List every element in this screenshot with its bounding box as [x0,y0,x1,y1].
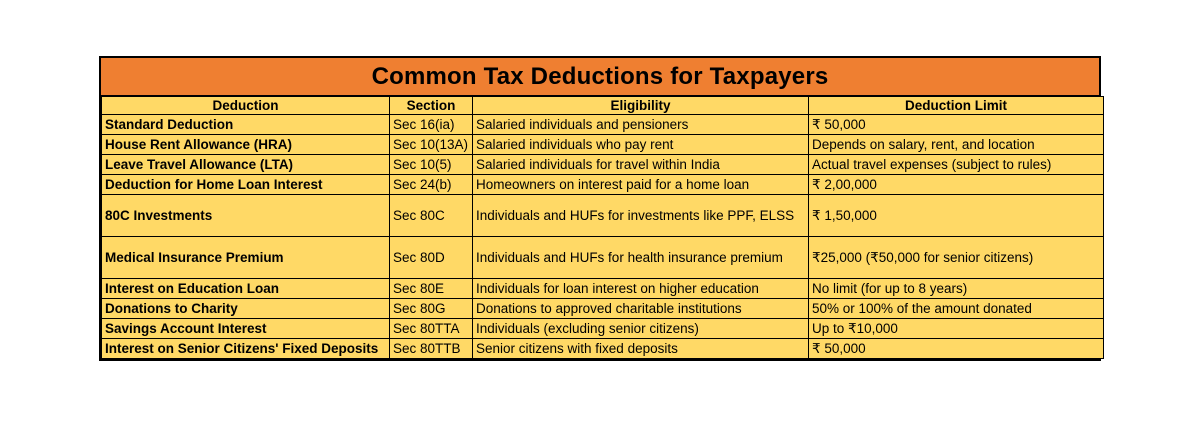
deduction-cell: Savings Account Interest [102,319,390,339]
section-cell: Sec 10(5) [390,155,473,175]
eligibility-cell: Individuals and HUFs for investments like PPF, ELSS [473,195,809,237]
deduction-limit-cell: ₹25,000 (₹50,000 for senior citizens) [809,237,1104,279]
deduction-cell: Medical Insurance Premium [102,237,390,279]
column-header-section: Section [390,97,473,115]
eligibility-cell: Salaried individuals and pensioners [473,115,809,135]
deduction-limit-cell: ₹ 1,50,000 [809,195,1104,237]
eligibility-cell: Salaried individuals for travel within India [473,155,809,175]
table-row [102,155,1104,175]
section-cell: Sec 80E [390,279,473,299]
eligibility-cell: Donations to approved charitable institutions [473,299,809,319]
column-header-deduction: Deduction [102,97,390,115]
deduction-limit-cell: Actual travel expenses (subject to rules) [809,155,1104,175]
deduction-cell: Deduction for Home Loan Interest [102,175,390,195]
column-header-eligibility: Eligibility [473,97,809,115]
section-cell: Sec 80TTA [390,319,473,339]
table-body [102,115,1104,359]
deduction-limit-cell: Up to ₹10,000 [809,319,1104,339]
deduction-limit-cell: ₹ 50,000 [809,339,1104,359]
deduction-cell: 80C Investments [102,195,390,237]
deduction-limit-cell: ₹ 50,000 [809,115,1104,135]
deduction-limit-cell: 50% or 100% of the amount donated [809,299,1104,319]
deduction-cell: Standard Deduction [102,115,390,135]
table-title: Common Tax Deductions for Taxpayers [99,56,1101,96]
section-cell: Sec 80C [390,195,473,237]
table-row [102,319,1104,339]
table-row [102,237,1104,279]
table-row [102,339,1104,359]
column-header-deduction-limit: Deduction Limit [809,97,1104,115]
tax-deductions-sheet [99,56,1101,361]
table-frame [99,96,1101,361]
table-row [102,195,1104,237]
table-row [102,279,1104,299]
eligibility-cell: Homeowners on interest paid for a home loan [473,175,809,195]
section-cell: Sec 24(b) [390,175,473,195]
deductions-table [101,96,1104,359]
deduction-cell: Interest on Senior Citizens' Fixed Deposits [102,339,390,359]
eligibility-cell: Individuals (excluding senior citizens) [473,319,809,339]
deduction-cell: House Rent Allowance (HRA) [102,135,390,155]
deduction-limit-cell: No limit (for up to 8 years) [809,279,1104,299]
header-row [102,97,1104,115]
section-cell: Sec 16(ia) [390,115,473,135]
section-cell: Sec 80G [390,299,473,319]
section-cell: Sec 80TTB [390,339,473,359]
table-row [102,299,1104,319]
deduction-cell: Donations to Charity [102,299,390,319]
eligibility-cell: Individuals and HUFs for health insurance premium [473,237,809,279]
section-cell: Sec 80D [390,237,473,279]
deduction-limit-cell: ₹ 2,00,000 [809,175,1104,195]
table-row [102,115,1104,135]
table-row [102,175,1104,195]
table-row [102,135,1104,155]
deduction-cell: Leave Travel Allowance (LTA) [102,155,390,175]
section-cell: Sec 10(13A) [390,135,473,155]
eligibility-cell: Senior citizens with fixed deposits [473,339,809,359]
eligibility-cell: Salaried individuals who pay rent [473,135,809,155]
eligibility-cell: Individuals for loan interest on higher education [473,279,809,299]
deduction-cell: Interest on Education Loan [102,279,390,299]
deduction-limit-cell: Depends on salary, rent, and location [809,135,1104,155]
